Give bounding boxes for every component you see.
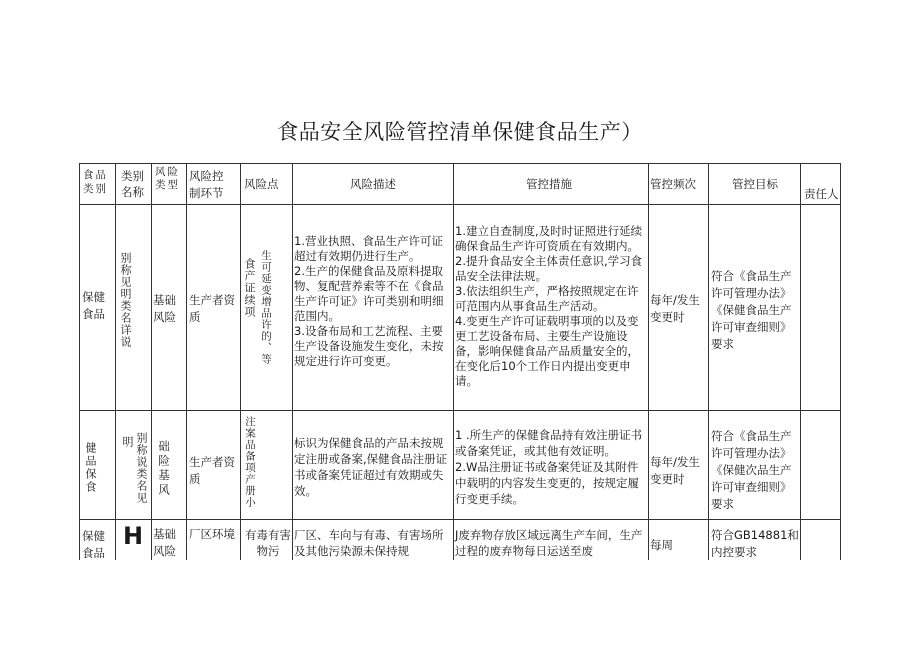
row-risk-type: 基础 风险 <box>153 293 176 324</box>
header-category-name: 类别 名称 <box>121 169 144 199</box>
row-risk-description: 厂区、车向与有毒、有害场所及其他污染源未保持规 <box>294 528 444 558</box>
header-risk-description: 风险描述 <box>350 177 396 191</box>
row-risk-point: 有毒有害 物污 <box>245 528 291 558</box>
row-risk-description: 标识为保健食品的产品未按规定注册或备案,保健食品注册证书或备案凭证超过有效期或失效。 <box>294 436 448 498</box>
header-risk-type: 风险 类型 <box>155 166 180 191</box>
row-category-name-a: 明 <box>121 436 134 448</box>
row-food-category: 健品保食 <box>84 442 97 494</box>
row-control-frequency: 每年/发生 变更时 <box>650 455 700 486</box>
header-control-target: 管控目标 <box>732 177 778 191</box>
row-food-category: 保健 食品 <box>82 529 105 560</box>
row-control-measures: 1 .所生产的保健食品持有效注册证书或备案凭证，或其他有效证明。 2.W品注册证书或备案凭证及其附件中载明的内容发生变更的，按规定履行变更手续。 <box>455 428 643 506</box>
row-risk-point: 注案品备项产册小 <box>244 416 256 508</box>
row-risk-description: 1.营业执照、食品生产许可证超过有效期仍进行生产。 2.生产的保健食品及原料提取物、复配营养索等不在《食品生产许可证》许可类别和明细范围内。 3.设备布局和工艺流程、主要生产设备设施发生变化，未按规定进行许可变更。 <box>294 234 444 368</box>
row-risk-point-b: 生可延变增品许的、等 <box>260 250 272 365</box>
row-control-frequency: 每周 <box>650 538 673 552</box>
row-control-link: 生产者资 质 <box>189 455 235 486</box>
header-responsible-person: 责任人 <box>804 187 839 201</box>
header-risk-control-link: 风险控 制环节 <box>189 169 224 200</box>
row-food-category: 保健 食品 <box>82 290 105 321</box>
row-category-name: 别称见明类名详说 <box>119 252 132 348</box>
row-category-name-b: 别称说类名见 <box>135 432 148 504</box>
row-control-measures: J废弃物存放区域远离生产车间，生产过程的废弃物每日运送至废 <box>455 528 643 558</box>
header-risk-point: 风险点 <box>244 177 279 191</box>
header-food-category: 食品 类别 <box>83 169 108 195</box>
row-risk-type: 基础 风险 <box>153 527 176 558</box>
row-control-frequency: 每年/发生 变更时 <box>650 293 700 324</box>
header-control-frequency: 管控频次 <box>650 177 696 191</box>
row-control-target: 符合GB14881和 内控要求 <box>711 528 799 559</box>
row-risk-type: 础险基风 <box>157 440 171 498</box>
row-control-link: 厂区环境 <box>189 527 235 541</box>
row-control-link: 生产者资 质 <box>189 293 235 324</box>
document-title: 食品安全风险管控清单保健食品生产） <box>277 120 643 144</box>
row-risk-point-a: 食产证续项 <box>243 258 256 318</box>
header-control-measures: 管控措施 <box>526 177 572 191</box>
row-control-target: 符合《食品生产 许可管理办法》 《保健次品生产 许可审查细则》 要求 <box>711 429 792 511</box>
row-control-measures: 1.建立自查制度,及时时证照进行延续确保食品生产许可资质在有效期内。 2.提升食品安全主体责任意识,学习食品安全法律法规。 3.依法组织生产，严格按照规定在许可范围内从事食品生产活动。 4.变更生产许可证载明事项的以及变更工艺设备布局、主要生产设施设备，影响保健食品产品质量安全的，在变化后10个工作日内提出变更申请。 <box>455 224 643 388</box>
row-control-target: 符合《食品生产 许可管理办法》 《保健食品生产 许可审查细则》 要求 <box>711 269 792 351</box>
row-category-glyph: H <box>123 522 144 550</box>
